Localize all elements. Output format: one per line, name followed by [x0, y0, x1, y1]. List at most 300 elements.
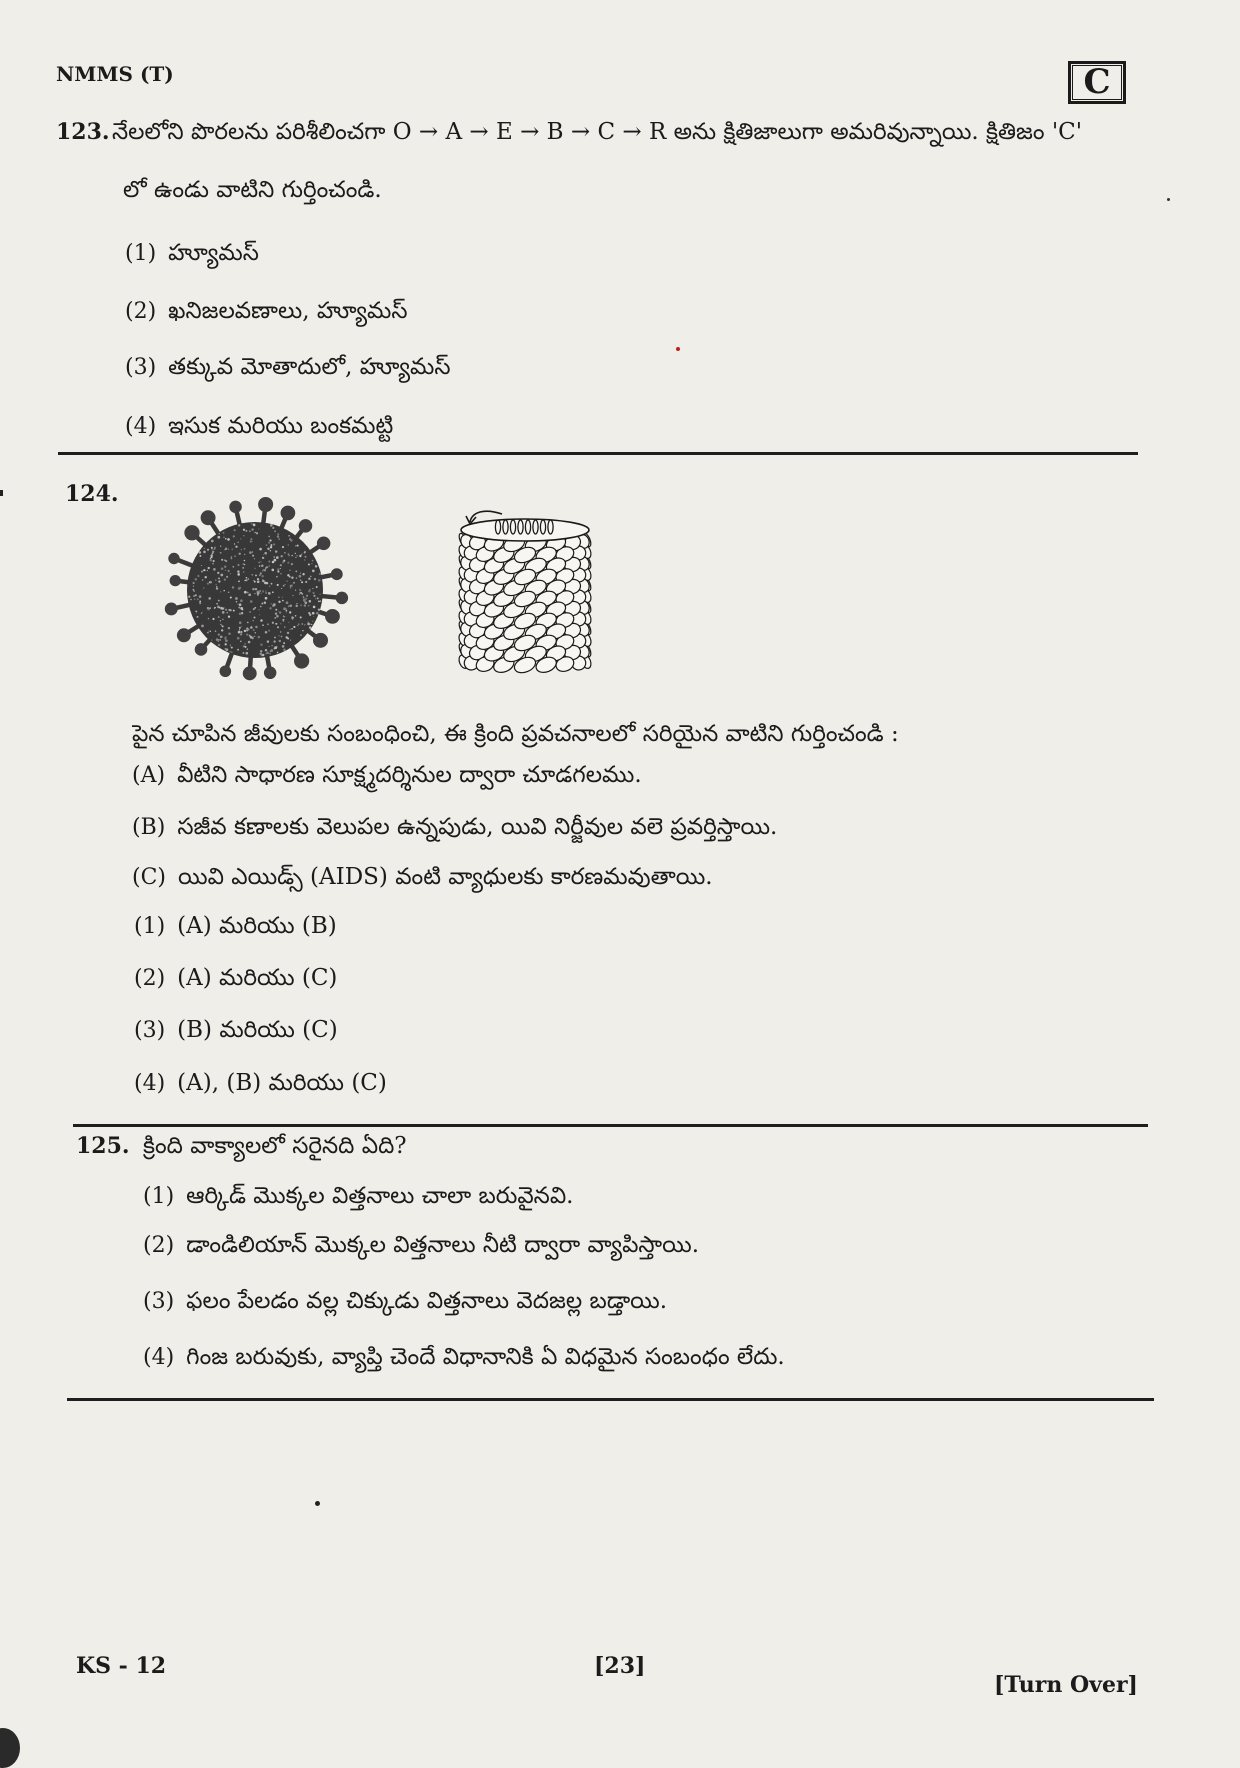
- stipple-dot: [249, 611, 251, 613]
- question-number: 125.: [76, 1133, 130, 1159]
- stipple-dot: [244, 646, 246, 648]
- option-label: (4): [134, 1071, 166, 1096]
- stipple-dot: [215, 579, 217, 581]
- stipple-dot: [228, 633, 231, 636]
- stipple-dot: [300, 573, 301, 574]
- option-label: (3): [143, 1289, 175, 1314]
- stipple-dot: [304, 559, 305, 560]
- stipple-dot: [279, 611, 281, 613]
- stipple-dot: [193, 590, 195, 592]
- stipple-dot: [280, 564, 282, 566]
- stipple-dot: [290, 539, 293, 542]
- option-text: (A) మరియు (B): [177, 913, 337, 939]
- stipple-dot: [312, 570, 315, 573]
- paper-code: NMMS (T): [56, 62, 174, 86]
- stipple-dot: [274, 646, 277, 649]
- stipple-dot: [225, 538, 227, 540]
- stipple-dot: [309, 589, 311, 591]
- stipple-dot: [257, 580, 260, 583]
- stipple-dot: [311, 624, 312, 625]
- scan-speck: [315, 1501, 320, 1506]
- spike-knob: [336, 592, 348, 604]
- stipple-dot: [262, 591, 264, 593]
- option-text: హ్యూమస్: [168, 240, 259, 266]
- stipple-dot: [224, 549, 225, 550]
- stipple-dot: [282, 561, 284, 563]
- stipple-dot: [203, 551, 206, 554]
- stipple-dot: [292, 595, 293, 596]
- stipple-dot: [237, 564, 239, 566]
- option-text: డాండిలియాన్ మొక్కల విత్తనాలు నీటి ద్వారా వ్యాపిస్తాయి.: [186, 1232, 700, 1258]
- stipple-dot: [278, 601, 280, 603]
- stipple-dot: [283, 607, 286, 610]
- virus-body: [187, 522, 323, 658]
- stipple-dot: [310, 576, 312, 578]
- stipple-dot: [213, 560, 215, 562]
- stipple-dot: [288, 554, 289, 555]
- stipple-dot: [274, 637, 276, 639]
- stipple-dot: [222, 611, 225, 614]
- stipple-dot: [221, 559, 223, 561]
- stipple-dot: [249, 530, 251, 532]
- spike-knob: [195, 643, 208, 656]
- stipple-dot: [295, 615, 297, 617]
- stipple-dot: [227, 538, 230, 541]
- stipple-dot: [244, 560, 246, 562]
- stipple-dot: [193, 595, 195, 597]
- stipple-dot: [295, 605, 297, 607]
- stipple-dot: [258, 562, 259, 563]
- stipple-dot: [228, 570, 230, 572]
- stipple-dot: [253, 608, 255, 610]
- stipple-dot: [245, 530, 247, 532]
- stipple-dot: [230, 645, 231, 646]
- stipple-dot: [301, 554, 303, 556]
- stipple-dot: [242, 567, 244, 569]
- stipple-dot: [240, 633, 242, 635]
- statement-text: సజీవ కణాలకు వెలుపల ఉన్నపుడు, యివి నిర్జీవుల వలె ప్రవర్తిస్తాయి.: [177, 814, 778, 840]
- stipple-dot: [215, 630, 217, 632]
- stipple-dot: [248, 641, 251, 644]
- stipple-dot: [218, 641, 219, 642]
- stipple-dot: [291, 563, 293, 565]
- stipple-dot: [265, 544, 267, 546]
- stipple-dot: [296, 555, 297, 556]
- stipple-dot: [255, 574, 257, 576]
- scan-speck: [676, 347, 680, 351]
- stipple-dot: [273, 603, 276, 606]
- scan-speck: [1167, 198, 1170, 201]
- capsid: [457, 532, 593, 675]
- stipple-dot: [222, 619, 223, 620]
- stipple-dot: [316, 586, 318, 588]
- stipple-dot: [221, 629, 223, 631]
- stipple-dot: [259, 614, 260, 615]
- stipple-dot: [243, 563, 245, 565]
- stipple-dot: [282, 619, 284, 621]
- stipple-dot: [238, 607, 240, 609]
- statement-b: [132, 810, 1132, 845]
- option-text: ఫలం పేలడం వల్ల చిక్కుడు విత్తనాలు వెదజల్ల బడ్తాయి.: [186, 1288, 668, 1314]
- option-label: (1): [134, 914, 166, 939]
- stipple-dot: [291, 576, 293, 578]
- stipple-dot: [216, 586, 217, 587]
- stipple-dot: [252, 555, 254, 557]
- stipple-dot: [259, 609, 260, 610]
- stipple-dot: [270, 550, 271, 551]
- stipple-dot: [224, 636, 226, 638]
- stipple-dot: [271, 645, 272, 646]
- stipple-dot: [260, 572, 262, 574]
- stipple-dot: [278, 538, 280, 540]
- stipple-dot: [236, 601, 238, 603]
- stipple-dot: [216, 638, 219, 641]
- stipple-dot: [286, 601, 289, 604]
- stipple-dot: [275, 550, 277, 552]
- stipple-dot: [211, 549, 212, 550]
- stipple-dot: [241, 626, 242, 627]
- stipple-dot: [317, 597, 319, 599]
- stipple-dot: [250, 538, 252, 540]
- stipple-dot: [304, 624, 306, 626]
- option-label: (2): [143, 1233, 175, 1258]
- stipple-dot: [262, 570, 263, 571]
- stipple-dot: [275, 623, 277, 625]
- stipple-dot: [216, 584, 217, 585]
- stipple-dot: [255, 568, 256, 569]
- stipple-dot: [194, 599, 195, 600]
- stipple-dot: [262, 654, 264, 656]
- stipple-dot: [255, 588, 257, 590]
- stipple-dot: [267, 623, 269, 625]
- stipple-dot: [234, 543, 235, 544]
- stipple-dot: [219, 533, 220, 534]
- stipple-dot: [195, 611, 197, 613]
- stipple-dot: [276, 556, 279, 559]
- stipple-dot: [273, 543, 275, 545]
- option-text: ఇసుక మరియు బంకమట్టి: [168, 413, 394, 439]
- stipple-dot: [222, 608, 224, 610]
- option-text: ఆర్కిడ్ మొక్కల విత్తనాలు చాలా బరువైనవి.: [186, 1183, 574, 1209]
- stipple-dot: [318, 579, 321, 582]
- stipple-dot: [201, 565, 202, 566]
- stipple-dot: [280, 623, 281, 624]
- stipple-dot: [319, 594, 320, 595]
- stipple-dot: [243, 571, 245, 573]
- option-4: [134, 1066, 1034, 1101]
- coronavirus-icon: [155, 492, 355, 688]
- stipple-dot: [268, 630, 270, 632]
- spike-knob: [168, 553, 179, 564]
- stipple-dot: [238, 524, 240, 526]
- stipple-dot: [279, 640, 281, 642]
- stipple-dot: [244, 548, 246, 550]
- stipple-dot: [243, 529, 245, 531]
- stipple-dot: [240, 538, 241, 539]
- stipple-dot: [291, 628, 292, 629]
- stipple-dot: [209, 607, 211, 609]
- stipple-dot: [272, 527, 274, 529]
- stipple-dot: [249, 551, 252, 554]
- stipple-dot: [265, 591, 266, 592]
- stipple-dot: [277, 652, 279, 654]
- stipple-dot: [312, 588, 313, 589]
- stipple-dot: [272, 569, 275, 572]
- stipple-dot: [265, 592, 266, 593]
- option-label: (2): [125, 299, 157, 324]
- stipple-dot: [230, 644, 231, 645]
- stipple-dot: [300, 604, 302, 606]
- stipple-dot: [246, 577, 248, 579]
- option-1: [143, 1179, 1143, 1214]
- stipple-dot: [201, 571, 203, 573]
- stipple-dot: [199, 595, 202, 598]
- option-label: (2): [134, 966, 166, 991]
- stipple-dot: [238, 604, 239, 605]
- stipple-dot: [230, 573, 231, 574]
- stipple-dot: [271, 603, 272, 604]
- stipple-dot: [277, 584, 279, 586]
- statement-label: (A): [132, 763, 166, 788]
- stipple-dot: [282, 645, 285, 648]
- statement-label: (B): [132, 815, 166, 840]
- stipple-dot: [295, 571, 297, 573]
- statement-a: [132, 758, 1132, 793]
- stipple-dot: [266, 567, 267, 568]
- stipple-dot: [312, 612, 315, 615]
- stipple-dot: [216, 603, 218, 605]
- stipple-dot: [305, 598, 307, 600]
- spike-knob: [184, 525, 199, 540]
- stipple-dot: [288, 544, 289, 545]
- stipple-dot: [208, 630, 209, 631]
- option-4: [125, 409, 1025, 444]
- stipple-dot: [221, 625, 222, 626]
- stipple-dot: [199, 602, 201, 604]
- stipple-dot: [212, 552, 214, 554]
- stipple-dot: [244, 630, 246, 632]
- stipple-dot: [252, 541, 253, 542]
- stipple-dot: [246, 634, 248, 636]
- option-label: (3): [134, 1018, 166, 1043]
- stipple-dot: [218, 580, 220, 582]
- stipple-dot: [299, 575, 302, 578]
- spike-knob: [299, 519, 313, 533]
- stipple-dot: [208, 618, 209, 619]
- stipple-dot: [282, 597, 283, 598]
- stipple-dot: [260, 606, 262, 608]
- stipple-dot: [284, 552, 286, 554]
- statement-label: (C): [132, 865, 166, 890]
- stipple-dot: [259, 574, 261, 576]
- option-4: [143, 1340, 1143, 1375]
- stipple-dot: [255, 632, 256, 633]
- stipple-dot: [300, 579, 301, 580]
- stipple-dot: [297, 625, 298, 626]
- stipple-dot: [260, 619, 262, 621]
- stipple-dot: [193, 582, 195, 584]
- stipple-dot: [210, 556, 212, 558]
- stipple-dot: [230, 558, 232, 560]
- stipple-dot: [304, 552, 306, 554]
- stipple-dot: [228, 591, 230, 593]
- stipple-dot: [239, 621, 242, 624]
- stipple-dot: [209, 559, 212, 562]
- spike-knob: [177, 628, 191, 642]
- stipple-dot: [268, 592, 271, 595]
- stipple-dot: [239, 629, 240, 630]
- stipple-dot: [292, 555, 293, 556]
- stipple-dot: [233, 610, 235, 612]
- stipple-dot: [224, 579, 226, 581]
- stipple-dot: [207, 607, 209, 609]
- stipple-dot: [299, 594, 300, 595]
- stipple-dot: [246, 652, 249, 655]
- stipple-dot: [290, 587, 292, 589]
- stipple-dot: [228, 627, 230, 629]
- stipple-dot: [303, 596, 304, 597]
- scan-corner-shadow: [0, 1728, 20, 1768]
- stipple-dot: [195, 578, 197, 580]
- stipple-dot: [290, 629, 291, 630]
- stipple-dot: [289, 555, 290, 556]
- stipple-dot: [269, 646, 270, 647]
- option-3: [125, 350, 1025, 385]
- stipple-dot: [299, 589, 300, 590]
- spike-knob: [294, 653, 309, 668]
- stipple-dot: [220, 545, 221, 546]
- stipple-dot: [232, 566, 234, 568]
- stipple-dot: [220, 620, 222, 622]
- series-box: C: [1068, 61, 1126, 104]
- stipple-dot: [244, 554, 246, 556]
- stipple-dot: [297, 545, 299, 547]
- stipple-dot: [305, 602, 308, 605]
- footer-code: KS - 12: [76, 1653, 167, 1679]
- stipple-dot: [224, 565, 226, 567]
- stipple-dot: [267, 547, 270, 550]
- stipple-dot: [301, 581, 303, 583]
- stipple-dot: [259, 565, 261, 567]
- stipple-dot: [269, 585, 270, 586]
- stipple-dot: [223, 532, 225, 534]
- stipple-dot: [270, 544, 272, 546]
- stipple-dot: [261, 575, 263, 577]
- spike-knob: [165, 603, 178, 616]
- stipple-dot: [207, 570, 208, 571]
- stipple-dot: [296, 603, 297, 604]
- stipple-dot: [274, 530, 276, 532]
- stipple-dot: [270, 546, 272, 548]
- stipple-dot: [235, 597, 238, 600]
- stipple-dot: [288, 622, 289, 623]
- divider-rule: [58, 452, 1138, 455]
- stipple-dot: [313, 606, 316, 609]
- stipple-dot: [253, 629, 255, 631]
- stipple-dot: [202, 579, 204, 581]
- statement-text: వీటిని సాధారణ సూక్ష్మదర్శినుల ద్వారా చూడగలము.: [177, 762, 642, 788]
- stipple-dot: [287, 562, 289, 564]
- stipple-dot: [197, 616, 199, 618]
- option-text: (B) మరియు (C): [177, 1017, 338, 1043]
- stipple-dot: [220, 591, 221, 592]
- stipple-dot: [218, 578, 220, 580]
- stipple-dot: [253, 524, 256, 527]
- option-label: (3): [125, 355, 157, 380]
- stipple-dot: [295, 557, 296, 558]
- stipple-dot: [287, 581, 288, 582]
- stipple-dot: [278, 635, 279, 636]
- stipple-dot: [284, 584, 285, 585]
- stipple-dot: [233, 535, 235, 537]
- stipple-dot: [250, 636, 253, 639]
- spike-knob: [313, 633, 328, 648]
- stipple-dot: [216, 587, 218, 589]
- stipple-dot: [193, 585, 194, 586]
- spike-knob: [243, 666, 257, 680]
- stipple-dot: [273, 556, 275, 558]
- stipple-dot: [311, 563, 312, 564]
- stipple-dot: [232, 586, 234, 588]
- stipple-dot: [247, 578, 249, 580]
- stipple-dot: [277, 626, 279, 628]
- stipple-dot: [277, 568, 279, 570]
- stipple-dot: [262, 580, 265, 583]
- stipple-dot: [259, 548, 262, 551]
- stipple-dot: [275, 609, 277, 611]
- stipple-dot: [254, 558, 255, 559]
- stipple-dot: [300, 634, 302, 636]
- stipple-dot: [198, 551, 201, 554]
- option-text: గింజ బరువుకు, వ్యాప్తి చెందే విధానానికి ఏ విధమైన సంబంధం లేదు.: [186, 1344, 785, 1370]
- stipple-dot: [266, 652, 269, 655]
- stipple-dot: [267, 641, 268, 642]
- stipple-dot: [295, 553, 297, 555]
- stipple-dot: [231, 651, 232, 652]
- stipple-dot: [223, 537, 224, 538]
- stipple-dot: [226, 612, 227, 613]
- stipple-dot: [264, 582, 267, 585]
- stipple-dot: [230, 651, 231, 652]
- stipple-dot: [230, 596, 232, 598]
- stipple-dot: [283, 642, 285, 644]
- option-1: [125, 236, 1025, 271]
- stipple-dot: [243, 535, 244, 536]
- stipple-dot: [283, 615, 284, 616]
- stipple-dot: [282, 600, 284, 602]
- stipple-dot: [262, 624, 264, 626]
- stipple-dot: [276, 615, 279, 618]
- stipple-dot: [271, 583, 273, 585]
- option-3: [143, 1284, 1143, 1319]
- stipple-dot: [277, 571, 279, 573]
- stipple-dot: [226, 648, 229, 651]
- stipple-dot: [315, 598, 316, 599]
- stipple-dot: [283, 585, 285, 587]
- stipple-dot: [238, 542, 239, 543]
- stipple-dot: [254, 593, 255, 594]
- stipple-dot: [272, 622, 274, 624]
- stipple-dot: [220, 574, 223, 577]
- stipple-dot: [239, 627, 241, 629]
- stipple-dot: [286, 636, 288, 638]
- option-label: (1): [143, 1184, 175, 1209]
- option-text: తక్కువ మోతాదులో, హ్యూమస్: [168, 354, 451, 380]
- turn-over-note: [Turn Over]: [994, 1672, 1138, 1698]
- helical-virus-icon: [440, 500, 610, 680]
- stipple-dot: [268, 536, 270, 538]
- stipple-dot: [312, 560, 314, 562]
